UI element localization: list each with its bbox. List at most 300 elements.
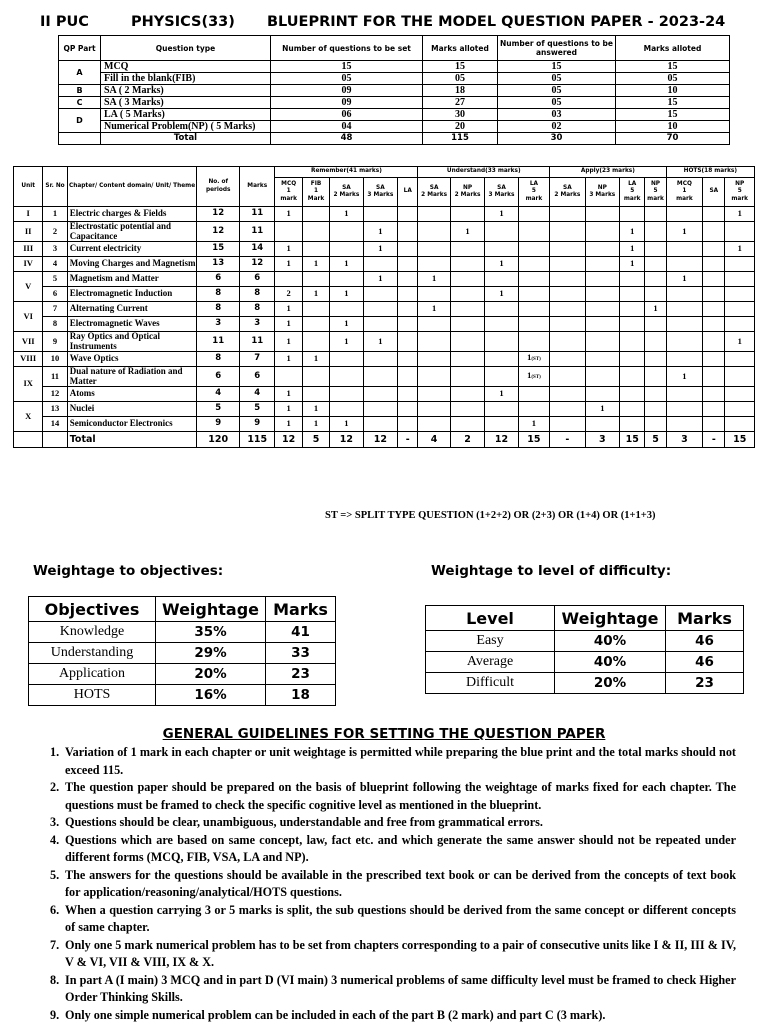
bp-subheader-line: 3 Marks xyxy=(589,192,616,198)
bp-count-cell xyxy=(620,417,645,432)
bp-count-cell: 1 xyxy=(363,242,397,257)
bp-count-cell xyxy=(585,417,619,432)
guideline-number: 7. xyxy=(50,937,60,952)
bp-count-cell xyxy=(398,257,418,272)
bp-count-cell xyxy=(703,332,725,352)
bp-periods-cell: 8 xyxy=(197,302,240,317)
bp-chapter-cell: Dual nature of Radiation and Matter xyxy=(67,367,197,387)
bp-subheader-line: 3 Marks xyxy=(488,192,515,198)
bp-header-understand: Understand(33 marks) xyxy=(418,167,550,178)
guideline-text: Questions which are based on same concept, law, fact etc. and which generate the same answer should not be repeated under different forms (MCQ, FIB, VSA, LA and NP). xyxy=(65,832,736,864)
qp-answered-cell: 05 xyxy=(498,73,616,85)
bp-count-cell: 1 xyxy=(302,287,329,302)
bp-count-cell xyxy=(518,257,549,272)
bp-count-cell xyxy=(398,332,418,352)
bp-total-label: Total xyxy=(67,432,197,448)
bp-count-cell: 1 xyxy=(330,287,363,302)
bp-count-cell xyxy=(450,367,484,387)
bp-count-cell: 1 xyxy=(275,417,302,432)
bp-count-cell: 1 xyxy=(725,332,755,352)
bp-count-cell xyxy=(725,417,755,432)
bp-count-cell xyxy=(666,257,702,272)
bp-periods-cell: 9 xyxy=(197,417,240,432)
bp-count-cell xyxy=(550,317,585,332)
qp-marks-cell: 27 xyxy=(423,97,498,109)
bp-count-cell xyxy=(645,352,666,367)
blueprint-table xyxy=(13,166,755,448)
bp-subheader-line: SA xyxy=(429,184,439,191)
obj-header-weightage: Weightage xyxy=(156,597,266,622)
qp-total-marks2: 70 xyxy=(616,133,730,145)
bp-subheader xyxy=(450,178,484,207)
qp-marks-cell: 05 xyxy=(423,73,498,85)
bp-total-count: 5 xyxy=(645,432,666,448)
bp-marks-cell: 8 xyxy=(240,287,275,302)
bp-total-marks: 115 xyxy=(240,432,275,448)
bp-subheader-line: 2 Marks xyxy=(333,192,360,198)
guideline-item xyxy=(50,867,736,902)
bp-count-cell xyxy=(725,387,755,402)
bp-count-cell xyxy=(703,387,725,402)
diff-name-cell: Easy xyxy=(426,631,555,652)
diff-marks-cell: 23 xyxy=(666,673,744,694)
bp-count-cell: 1 xyxy=(485,287,518,302)
bp-count-cell xyxy=(450,207,484,222)
bp-count-cell xyxy=(275,367,302,387)
bp-count-cell xyxy=(450,387,484,402)
bp-count-cell: 1 xyxy=(275,257,302,272)
class-label: II PUC xyxy=(40,14,89,30)
bp-count-cell xyxy=(620,387,645,402)
bp-count-cell: 1 xyxy=(620,257,645,272)
bp-srno-cell: 5 xyxy=(43,272,67,287)
bp-count-cell: 1 xyxy=(418,272,450,287)
bp-count-cell: 1 xyxy=(485,207,518,222)
bp-count-cell: 1 xyxy=(275,332,302,352)
qp-marks2-cell: 15 xyxy=(616,109,730,121)
bp-subheader-line: 1 xyxy=(682,188,687,195)
bp-count-cell: 1 xyxy=(620,242,645,257)
bp-chapter-cell: Wave Optics xyxy=(67,352,197,367)
bp-count-cell xyxy=(485,317,518,332)
bp-marks-cell: 14 xyxy=(240,242,275,257)
bp-count-cell xyxy=(585,242,619,257)
bp-count-cell xyxy=(666,207,702,222)
bp-count-cell xyxy=(703,402,725,417)
bp-count-cell xyxy=(620,317,645,332)
bp-total-count: 3 xyxy=(666,432,702,448)
bp-count-cell xyxy=(398,387,418,402)
qp-marks-cell: 30 xyxy=(423,109,498,121)
bp-subheader xyxy=(620,178,645,207)
bp-count-cell: 1 xyxy=(450,222,484,242)
bp-subheader-line: LA xyxy=(403,188,412,195)
bp-marks-cell: 6 xyxy=(240,367,275,387)
bp-count-cell xyxy=(302,272,329,287)
bp-count-cell xyxy=(302,367,329,387)
qp-type-cell: Numerical Problem(NP) ( 5 Marks) xyxy=(101,121,271,133)
bp-count-cell xyxy=(620,332,645,352)
bp-count-cell xyxy=(485,332,518,352)
qp-set-cell: 09 xyxy=(271,85,423,97)
bp-subheader xyxy=(666,178,702,207)
bp-count-cell xyxy=(302,332,329,352)
guidelines-title-text: GENERAL GUIDELINES FOR SETTING THE QUESTION PAPER xyxy=(162,726,606,742)
bp-count-cell xyxy=(450,402,484,417)
qp-total-answered: 30 xyxy=(498,133,616,145)
bp-count-cell xyxy=(666,287,702,302)
guidelines-title xyxy=(0,726,768,742)
bp-count-cell: 1 xyxy=(275,207,302,222)
bp-subheader-line: mark xyxy=(647,195,664,202)
bp-count-cell xyxy=(585,302,619,317)
obj-weight-cell: 20% xyxy=(156,664,266,685)
qp-row xyxy=(59,61,730,73)
bp-count-cell xyxy=(363,367,397,387)
bp-total-count: 15 xyxy=(620,432,645,448)
bp-count-cell xyxy=(585,367,619,387)
bp-count-cell: 2 xyxy=(275,287,302,302)
bp-count-cell: 1 xyxy=(275,352,302,367)
bp-count-cell xyxy=(645,417,666,432)
bp-chapter-cell: Nuclei xyxy=(67,402,197,417)
guideline-number: 5. xyxy=(50,867,60,882)
bp-count-cell xyxy=(666,387,702,402)
bp-row xyxy=(14,287,755,302)
page-title: BLUEPRINT FOR THE MODEL QUESTION PAPER - 2023-24 xyxy=(267,14,726,30)
bp-count-cell: 1 xyxy=(275,402,302,417)
bp-count-cell xyxy=(550,367,585,387)
bp-count-cell xyxy=(703,272,725,287)
bp-total-row xyxy=(14,432,755,448)
bp-srno-cell: 2 xyxy=(43,222,67,242)
bp-subheader-line: mark xyxy=(731,195,749,202)
bp-unit-cell: IX xyxy=(14,367,43,402)
bp-count-cell xyxy=(398,287,418,302)
qp-row xyxy=(59,73,730,85)
bp-count-cell xyxy=(363,317,397,332)
bp-count-cell xyxy=(330,222,363,242)
bp-count-cell xyxy=(450,352,484,367)
bp-count-cell xyxy=(398,207,418,222)
bp-count-cell xyxy=(620,272,645,287)
diff-row xyxy=(426,652,744,673)
bp-count-cell: 1 xyxy=(330,207,363,222)
bp-count-cell xyxy=(398,352,418,367)
bp-subheader-line: FIB xyxy=(310,180,322,187)
bp-count-cell xyxy=(330,242,363,257)
bp-count-cell xyxy=(620,402,645,417)
guideline-item xyxy=(50,972,736,1007)
bp-count-cell xyxy=(302,302,329,317)
bp-count-cell xyxy=(645,257,666,272)
bp-row xyxy=(14,367,755,387)
bp-count-cell xyxy=(703,352,725,367)
bp-subheader-line: Mark xyxy=(307,195,325,202)
bp-count-cell xyxy=(620,207,645,222)
bp-count-cell: 1 xyxy=(275,242,302,257)
bp-count-cell xyxy=(302,222,329,242)
bp-subheader-line: SA xyxy=(497,184,506,191)
bp-unit-cell: V xyxy=(14,272,43,302)
bp-marks-cell: 11 xyxy=(240,207,275,222)
bp-count-cell xyxy=(330,387,363,402)
qp-marks2-cell: 15 xyxy=(616,97,730,109)
qp-marks2-cell: 15 xyxy=(616,61,730,73)
difficulty-table xyxy=(425,605,744,694)
bp-count-cell xyxy=(518,387,549,402)
bp-total-count: 4 xyxy=(418,432,450,448)
bp-total-count: 2 xyxy=(450,432,484,448)
bp-count-cell: 1 xyxy=(330,257,363,272)
bp-count-cell xyxy=(645,242,666,257)
bp-count-cell xyxy=(450,287,484,302)
bp-count-cell xyxy=(518,317,549,332)
bp-subheader-line: SA xyxy=(342,184,351,191)
bp-count-cell: 1 xyxy=(363,332,397,352)
bp-count-cell xyxy=(302,207,329,222)
bp-total-count: 15 xyxy=(725,432,755,448)
obj-header-marks: Marks xyxy=(266,597,336,622)
obj-marks-cell: 33 xyxy=(266,643,336,664)
bp-count-cell: 1 xyxy=(418,302,450,317)
bp-periods-cell: 11 xyxy=(197,332,240,352)
bp-chapter-cell: Semiconductor Electronics xyxy=(67,417,197,432)
bp-count-cell xyxy=(302,317,329,332)
diff-header-marks: Marks xyxy=(666,606,744,631)
bp-chapter-cell: Current electricity xyxy=(67,242,197,257)
qp-type-cell: SA ( 2 Marks) xyxy=(101,85,271,97)
bp-srno-cell: 3 xyxy=(43,242,67,257)
bp-count-cell xyxy=(485,302,518,317)
bp-count-cell xyxy=(550,287,585,302)
bp-count-cell xyxy=(645,287,666,302)
qp-marks2-cell: 10 xyxy=(616,85,730,97)
bp-count-cell xyxy=(550,242,585,257)
diff-weight-cell: 20% xyxy=(555,673,666,694)
bp-count-cell xyxy=(666,402,702,417)
bp-count-cell xyxy=(518,402,549,417)
bp-count-cell xyxy=(485,242,518,257)
qp-part-table xyxy=(58,35,730,145)
bp-count-cell xyxy=(363,302,397,317)
qp-row xyxy=(59,109,730,121)
bp-count-cell: 1 xyxy=(275,387,302,402)
guideline-item xyxy=(50,1007,736,1024)
bp-count-cell xyxy=(725,402,755,417)
bp-count-cell xyxy=(620,302,645,317)
bp-total-periods: 120 xyxy=(197,432,240,448)
bp-count-cell xyxy=(485,272,518,287)
bp-srno-cell: 11 xyxy=(43,367,67,387)
bp-marks-cell: 12 xyxy=(240,257,275,272)
bp-unit-cell: X xyxy=(14,402,43,432)
bp-unit-cell: IV xyxy=(14,257,43,272)
bp-unit-cell: VII xyxy=(14,332,43,352)
bp-subheader-line: NP xyxy=(650,180,661,187)
bp-count-cell xyxy=(585,317,619,332)
bp-srno-cell: 13 xyxy=(43,402,67,417)
bp-chapter-cell: Alternating Current xyxy=(67,302,197,317)
bp-count-cell xyxy=(550,352,585,367)
bp-count-cell xyxy=(363,287,397,302)
bp-count-cell xyxy=(666,417,702,432)
bp-count-cell: 1 xyxy=(725,242,755,257)
obj-row xyxy=(29,622,336,643)
qp-total-marks: 115 xyxy=(423,133,498,145)
guideline-number: 9. xyxy=(50,1007,60,1022)
bp-count-cell xyxy=(450,332,484,352)
bp-count-cell: 1 xyxy=(330,417,363,432)
bp-srno-cell: 10 xyxy=(43,352,67,367)
bp-count-cell: 1 xyxy=(645,302,666,317)
qp-total-label: Total xyxy=(101,133,271,145)
guideline-number: 6. xyxy=(50,902,60,917)
bp-periods-cell: 5 xyxy=(197,402,240,417)
objectives-title: Weightage to objectives: xyxy=(33,563,224,579)
qp-part-cell: C xyxy=(59,97,101,109)
obj-name-cell: HOTS xyxy=(29,685,156,706)
qp-answered-cell: 02 xyxy=(498,121,616,133)
bp-subheader xyxy=(703,178,725,207)
bp-count-cell xyxy=(645,367,666,387)
bp-count-cell xyxy=(450,257,484,272)
qp-row xyxy=(59,97,730,109)
bp-total-count: 12 xyxy=(330,432,363,448)
bp-count-cell xyxy=(485,222,518,242)
bp-header-periods: No. of periods xyxy=(197,167,240,207)
guideline-number: 3. xyxy=(50,815,60,829)
bp-periods-cell: 8 xyxy=(197,287,240,302)
bp-row xyxy=(14,242,755,257)
bp-marks-cell: 7 xyxy=(240,352,275,367)
guideline-item xyxy=(50,902,736,937)
bp-count-cell xyxy=(485,367,518,387)
bp-count-cell: 1 xyxy=(302,257,329,272)
bp-count-cell xyxy=(398,222,418,242)
bp-periods-cell: 15 xyxy=(197,242,240,257)
bp-count-cell xyxy=(645,387,666,402)
bp-header-srno: Sr. No xyxy=(43,167,67,207)
bp-count-cell xyxy=(418,332,450,352)
bp-subheader-line: SA xyxy=(709,188,719,195)
bp-chapter-cell: Electric charges & Fields xyxy=(67,207,197,222)
bp-count-cell xyxy=(645,207,666,222)
qp-marks2-cell: 10 xyxy=(616,121,730,133)
qp-marks-cell: 18 xyxy=(423,85,498,97)
bp-count-cell xyxy=(398,417,418,432)
bp-marks-cell: 6 xyxy=(240,272,275,287)
bp-subheader-line: mark xyxy=(280,195,297,202)
bp-count-cell xyxy=(518,222,549,242)
bp-total-count: - xyxy=(703,432,725,448)
bp-count-cell xyxy=(550,332,585,352)
bp-count-cell: 1(ST) xyxy=(518,367,549,387)
obj-marks-cell: 18 xyxy=(266,685,336,706)
diff-marks-cell: 46 xyxy=(666,631,744,652)
bp-count-cell xyxy=(518,272,549,287)
bp-subheader-line: NP xyxy=(463,184,473,191)
bp-subheader-line: mark xyxy=(525,195,543,202)
bp-count-cell xyxy=(518,302,549,317)
bp-subheader xyxy=(418,178,450,207)
bp-count-cell xyxy=(620,287,645,302)
bp-count-cell: 1 xyxy=(620,222,645,242)
bp-count-cell xyxy=(725,352,755,367)
bp-count-cell xyxy=(585,287,619,302)
guideline-text: The answers for the questions should be available in the prescribed text book or can be derived from the concepts of text book for application/reasoning/analytical/HOTS questions. xyxy=(65,867,736,899)
bp-header-marks: Marks xyxy=(240,167,275,207)
qp-marks-cell: 15 xyxy=(423,61,498,73)
bp-count-cell xyxy=(666,317,702,332)
bp-subheader xyxy=(550,178,585,207)
bp-count-cell xyxy=(645,317,666,332)
bp-total-count: 5 xyxy=(302,432,329,448)
bp-count-cell: 1 xyxy=(518,417,549,432)
bp-count-cell xyxy=(398,402,418,417)
guideline-number: 2. xyxy=(50,780,60,794)
bp-count-cell xyxy=(330,352,363,367)
bp-count-cell xyxy=(518,242,549,257)
diff-weight-cell: 40% xyxy=(555,631,666,652)
bp-count-cell xyxy=(703,222,725,242)
bp-count-cell xyxy=(725,272,755,287)
bp-srno-cell: 1 xyxy=(43,207,67,222)
bp-count-cell xyxy=(363,207,397,222)
bp-count-cell xyxy=(585,387,619,402)
bp-periods-cell: 6 xyxy=(197,367,240,387)
guideline-item xyxy=(50,814,736,832)
bp-count-cell xyxy=(450,242,484,257)
page-header xyxy=(0,14,768,36)
bp-count-cell xyxy=(703,417,725,432)
qp-header-marks2: Marks alloted xyxy=(616,36,730,61)
bp-header-hots: HOTS(18 marks) xyxy=(666,167,754,178)
bp-srno-cell: 9 xyxy=(43,332,67,352)
bp-header-chapter: Chapter/ Content domain/ Unit/ Theme xyxy=(67,167,197,207)
bp-count-cell: 1 xyxy=(330,317,363,332)
diff-row xyxy=(426,673,744,694)
bp-periods-cell: 12 xyxy=(197,222,240,242)
qp-total-set: 48 xyxy=(271,133,423,145)
bp-subheader-line: MCQ xyxy=(281,180,297,187)
bp-chapter-cell: Magnetism and Matter xyxy=(67,272,197,287)
guideline-item xyxy=(50,779,736,814)
bp-count-cell xyxy=(703,302,725,317)
bp-count-cell: 1 xyxy=(725,207,755,222)
bp-srno-cell: 6 xyxy=(43,287,67,302)
bp-count-cell xyxy=(450,272,484,287)
bp-count-cell xyxy=(418,402,450,417)
split-type-note: ST => SPLIT TYPE QUESTION (1+2+2) OR (2+3) OR (1+4) OR (1+1+3) xyxy=(325,510,656,521)
bp-subheader-line: LA xyxy=(529,180,539,187)
bp-chapter-cell: Moving Charges and Magnetism xyxy=(67,257,197,272)
obj-name-cell: Knowledge xyxy=(29,622,156,643)
bp-count-cell xyxy=(398,272,418,287)
bp-total-count: - xyxy=(398,432,418,448)
bp-count-cell: 1 xyxy=(275,317,302,332)
qp-answered-cell: 15 xyxy=(498,61,616,73)
bp-count-cell xyxy=(450,302,484,317)
qp-header-marks: Marks alloted xyxy=(423,36,498,61)
subject-label: PHYSICS(33) xyxy=(131,14,235,30)
bp-count-cell: 1 xyxy=(666,222,702,242)
bp-subheader-line: MCQ xyxy=(676,180,692,187)
bp-count-cell: 1 xyxy=(363,222,397,242)
bp-count-cell xyxy=(585,222,619,242)
bp-count-cell: 1 xyxy=(666,367,702,387)
obj-marks-cell: 23 xyxy=(266,664,336,685)
